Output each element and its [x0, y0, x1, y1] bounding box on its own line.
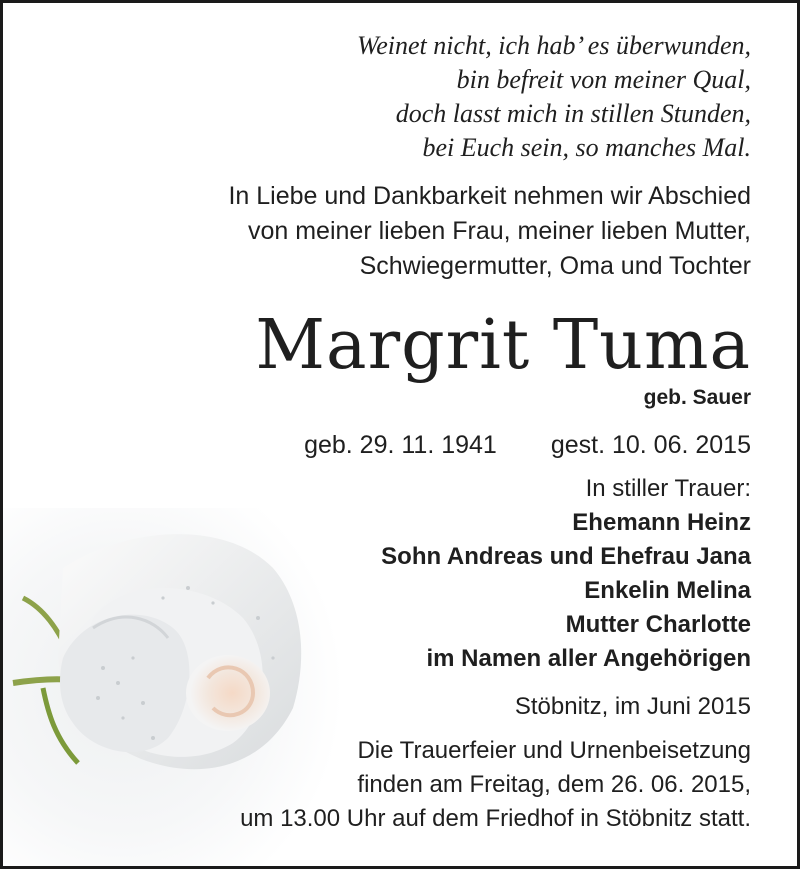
deceased-name: Margrit Tuma — [255, 306, 751, 385]
verse-line: Weinet nicht, ich hab’ es überwunden, — [356, 31, 751, 60]
mourner-item: Ehemann Heinz — [572, 509, 751, 536]
obituary-text — [71, 29, 751, 836]
mourner-item: Mutter Charlotte — [565, 611, 751, 638]
intro-line: Schwiegermutter, Oma und Tochter — [359, 252, 751, 280]
verse-line: doch lasst mich in stillen Stunden, — [395, 99, 751, 128]
maiden-name: geb. Sauer — [643, 386, 751, 409]
intro-line: von meiner lieben Frau, meiner lieben Mutter, — [247, 217, 751, 245]
intro-line: In Liebe und Dankbarkeit nehmen wir Abschied — [228, 182, 751, 210]
funeral-line: Die Trauerfeier und Urnenbeisetzung — [357, 737, 751, 764]
farewell-intro — [71, 179, 751, 284]
verse-line: bin befreit von meiner Qual, — [456, 65, 751, 94]
memorial-verse — [71, 29, 751, 165]
death-date: gest. 10. 06. 2015 — [550, 431, 751, 459]
birth-date: geb. 29. 11. 1941 — [304, 431, 497, 459]
funeral-line: um 13.00 Uhr auf dem Friedhof in Stöbnitz statt. — [240, 805, 751, 832]
verse-line: bei Euch sein, so manches Mal. — [422, 133, 751, 162]
place-date: Stöbnitz, im Juni 2015 — [514, 693, 751, 720]
life-dates — [71, 428, 751, 462]
funeral-info — [71, 734, 751, 836]
funeral-line: finden am Freitag, dem 26. 06. 2015, — [357, 771, 751, 798]
mourner-item: Sohn Andreas und Ehefrau Jana — [381, 543, 751, 570]
mourner-item: im Namen aller Angehörigen — [426, 645, 751, 672]
mourners-label: In stiller Trauer: — [585, 475, 751, 502]
mourners-list — [71, 506, 751, 676]
mourner-item: Enkelin Melina — [584, 577, 751, 604]
